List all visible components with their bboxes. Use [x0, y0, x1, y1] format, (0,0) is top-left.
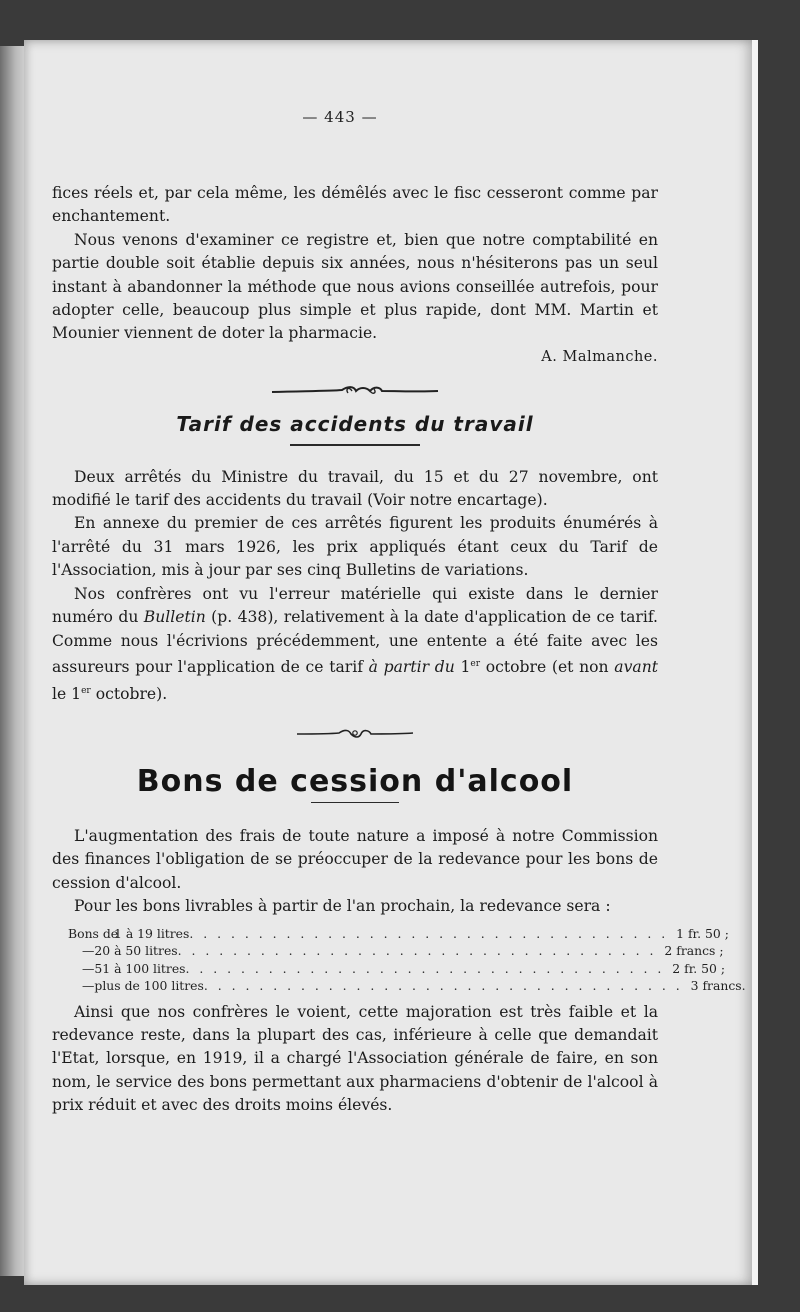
- table-row: [52, 942, 724, 960]
- fee-table: [52, 925, 746, 995]
- section1-paragraph-dates: Nos confrères ont vu l'erreur matérielle qui existe dans le dernier numéro du Bulletin (p. 438), relativement à la date d'application de ce tarif. Comme nous l'écrivions précédemment, une entente a été faite avec les assureurs pour l'application de ce tarif à partir du 1er octobre (et non avant le 1er octobre).: [52, 584, 659, 703]
- section2-paragraph: L'augmentation des frais de toute nature a imposé à notre Commission des finances l'obligation de se préoccuper de la redevance pour les bons de cession d'alcool.: [52, 827, 658, 892]
- row-price: 2 francs ;: [664, 943, 724, 959]
- row-lead: Bons de: [68, 925, 119, 941]
- ornament-divider: [295, 726, 415, 742]
- table-row: [52, 925, 729, 943]
- row-lead: —: [82, 943, 95, 959]
- left-page-edge: [0, 46, 26, 1276]
- section-title-tarif: Tarif des accidents du travail: [176, 412, 534, 437]
- row-range: 51 à 100 litres: [94, 960, 186, 976]
- dot-leader: . . . . . . . . . . . . . . . . . . . . . . . . . . . . . . . . . . .: [203, 978, 683, 994]
- dot-leader: . . . . . . . . . . . . . . . . . . . . . . . . . . . . . . . . . . .: [177, 943, 657, 959]
- page-number: — 443 —: [302, 108, 378, 126]
- section2-closing: Ainsi que nos confrères le voient, cette majoration est très faible et la redevance reste, dans la plupart des cas, inférieure à celle que demandait l'Etat, lorsque, en 1919, il a chargé l'Association générale de faire, en son nom, le service des bons permettant aux pharmaciens d'obtenir de l'alcool à prix réduit et avec des droits moins élevés.: [52, 1002, 658, 1115]
- author-signature: A. Malmanche.: [541, 348, 658, 365]
- section-title-bons: Bons de cession d'alcool: [136, 764, 574, 800]
- row-lead: —: [82, 960, 95, 976]
- section1-paragraph: En annexe du premier de ces arrêtés figurent les produits énumérés à l'arrêté du 31 mars 1926, les prix appliqués étant ceux du Tarif de l'Association, mis à jour par ses cinq Bulletins de variations.: [52, 514, 658, 580]
- table-row: [52, 977, 746, 995]
- table-row: [52, 960, 726, 978]
- row-range: 20 à 50 litres: [94, 943, 178, 959]
- row-range: 1 à 19 litres: [114, 925, 190, 941]
- section1-paragraph: Deux arrêtés du Ministre du travail, du 15 et du 27 novembre, ont modifié le tarif des accidents du travail (Voir notre encartage).: [52, 467, 658, 510]
- intro-paragraph: Nous venons d'examiner ce registre et, bien que notre comptabilité en partie double soit établie depuis six années, nous n'hésiterons pas un seul instant à abandonner la méthode que nous avions conseillée autrefois, pour adopter celle, beaucoup plus simple et plus rapide, dont MM. Martin et Mounier viennent de doter la pharmacie.: [52, 230, 658, 343]
- dot-leader: . . . . . . . . . . . . . . . . . . . . . . . . . . . . . . . . . . .: [189, 925, 669, 941]
- page-edge: [752, 40, 758, 1285]
- page-content: [52, 80, 746, 1118]
- intro-paragraph: fices réels et, par cela même, les démêlés avec le fisc cesseront comme par enchantement.: [52, 184, 658, 226]
- row-price: 3 francs.: [690, 978, 746, 994]
- ornament-divider: [270, 383, 440, 399]
- section2-paragraph: Pour les bons livrables à partir de l'an prochain, la redevance sera :: [74, 897, 611, 916]
- row-price: 1 fr. 50 ;: [676, 925, 729, 941]
- row-lead: —: [82, 978, 95, 994]
- dot-leader: . . . . . . . . . . . . . . . . . . . . . . . . . . . . . . . . . . .: [185, 960, 665, 976]
- row-range: plus de 100 litres: [94, 978, 204, 994]
- row-price: 2 fr. 50 ;: [672, 960, 726, 976]
